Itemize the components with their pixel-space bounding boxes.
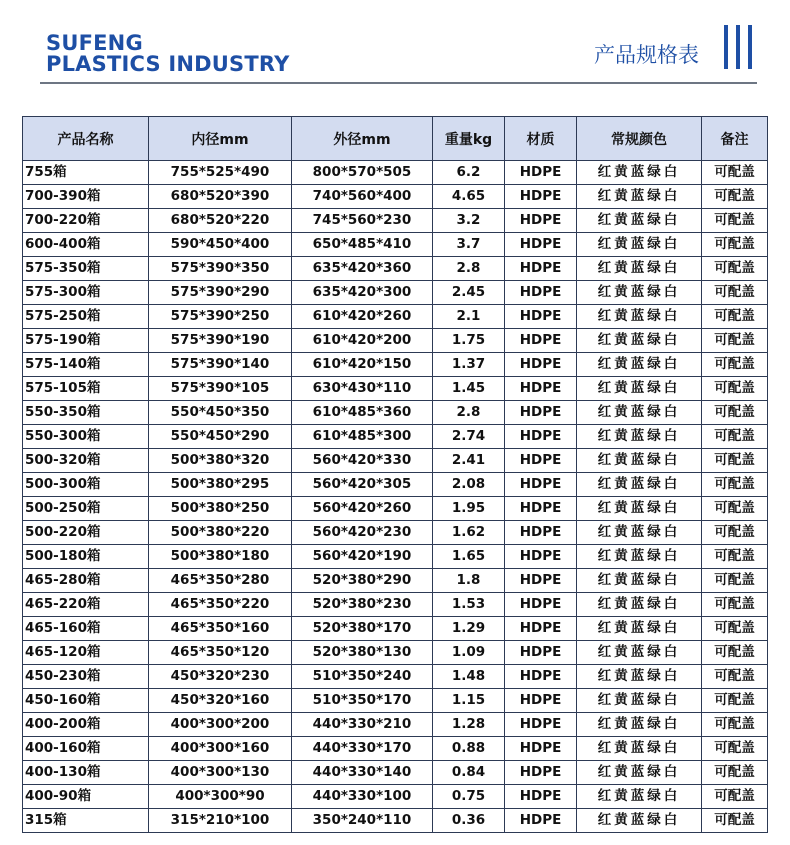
- table-header-row: [23, 117, 768, 161]
- cell-colors: 红黄蓝绿白: [577, 329, 702, 353]
- cell-inner-size: 500*380*295: [149, 473, 292, 497]
- cell-outer-size: 610*420*150: [292, 353, 433, 377]
- cell-material: HDPE: [505, 353, 577, 377]
- cell-inner-size: 400*300*130: [149, 761, 292, 785]
- cell-outer-size: 800*570*505: [292, 161, 433, 185]
- cell-material: HDPE: [505, 425, 577, 449]
- cell-colors: 红黄蓝绿白: [577, 617, 702, 641]
- cell-outer-size: 630*430*110: [292, 377, 433, 401]
- cell-outer-size: 560*420*330: [292, 449, 433, 473]
- cell-outer-size: 520*380*170: [292, 617, 433, 641]
- cell-inner-size: 400*300*160: [149, 737, 292, 761]
- cell-material: HDPE: [505, 665, 577, 689]
- cell-material: HDPE: [505, 281, 577, 305]
- cell-colors: 红黄蓝绿白: [577, 377, 702, 401]
- cell-name: 575-350箱: [23, 257, 149, 281]
- cell-outer-size: 745*560*230: [292, 209, 433, 233]
- cell-outer-size: 440*330*170: [292, 737, 433, 761]
- spec-table: [22, 116, 768, 833]
- cell-outer-size: 520*380*290: [292, 569, 433, 593]
- table-row: [23, 641, 768, 665]
- header-divider: [40, 82, 757, 84]
- cell-colors: 红黄蓝绿白: [577, 353, 702, 377]
- cell-material: HDPE: [505, 737, 577, 761]
- cell-outer-size: 650*485*410: [292, 233, 433, 257]
- cell-material: HDPE: [505, 593, 577, 617]
- cell-inner-size: 680*520*220: [149, 209, 292, 233]
- table-row: [23, 329, 768, 353]
- cell-remark: 可配盖: [702, 809, 768, 833]
- cell-remark: 可配盖: [702, 593, 768, 617]
- cell-material: HDPE: [505, 161, 577, 185]
- cell-outer-size: 510*350*170: [292, 689, 433, 713]
- cell-inner-size: 575*390*250: [149, 305, 292, 329]
- brand-line-2: PLASTICS INDUSTRY: [46, 52, 290, 76]
- cell-colors: 红黄蓝绿白: [577, 449, 702, 473]
- cell-weight: 2.08: [433, 473, 505, 497]
- cell-inner-size: 575*390*140: [149, 353, 292, 377]
- table-row: [23, 185, 768, 209]
- cell-remark: 可配盖: [702, 617, 768, 641]
- table-body: [23, 161, 768, 833]
- cell-weight: 2.45: [433, 281, 505, 305]
- table-row: [23, 209, 768, 233]
- cell-colors: 红黄蓝绿白: [577, 185, 702, 209]
- cell-colors: 红黄蓝绿白: [577, 281, 702, 305]
- cell-colors: 红黄蓝绿白: [577, 569, 702, 593]
- cell-name: 755箱: [23, 161, 149, 185]
- header-weight: 重量kg: [433, 117, 505, 161]
- cell-weight: 0.88: [433, 737, 505, 761]
- cell-material: HDPE: [505, 617, 577, 641]
- cell-material: HDPE: [505, 401, 577, 425]
- cell-outer-size: 610*420*200: [292, 329, 433, 353]
- table-row: [23, 161, 768, 185]
- cell-inner-size: 500*380*220: [149, 521, 292, 545]
- cell-weight: 1.09: [433, 641, 505, 665]
- table-row: [23, 785, 768, 809]
- table-row: [23, 761, 768, 785]
- cell-outer-size: 350*240*110: [292, 809, 433, 833]
- cell-outer-size: 560*420*305: [292, 473, 433, 497]
- cell-weight: 2.8: [433, 401, 505, 425]
- cell-remark: 可配盖: [702, 377, 768, 401]
- cell-colors: 红黄蓝绿白: [577, 809, 702, 833]
- cell-inner-size: 500*380*180: [149, 545, 292, 569]
- cell-outer-size: 510*350*240: [292, 665, 433, 689]
- cell-name: 465-160箱: [23, 617, 149, 641]
- cell-name: 575-105箱: [23, 377, 149, 401]
- table-row: [23, 713, 768, 737]
- cell-material: HDPE: [505, 185, 577, 209]
- table-row: [23, 425, 768, 449]
- cell-remark: 可配盖: [702, 761, 768, 785]
- cell-inner-size: 400*300*90: [149, 785, 292, 809]
- cell-weight: 1.37: [433, 353, 505, 377]
- cell-colors: 红黄蓝绿白: [577, 593, 702, 617]
- cell-weight: 1.45: [433, 377, 505, 401]
- cell-material: HDPE: [505, 257, 577, 281]
- cell-name: 400-90箱: [23, 785, 149, 809]
- table-row: [23, 809, 768, 833]
- cell-material: HDPE: [505, 761, 577, 785]
- cell-colors: 红黄蓝绿白: [577, 689, 702, 713]
- cell-name: 575-250箱: [23, 305, 149, 329]
- cell-colors: 红黄蓝绿白: [577, 233, 702, 257]
- table-row: [23, 617, 768, 641]
- cell-inner-size: 465*350*120: [149, 641, 292, 665]
- table-row: [23, 377, 768, 401]
- table-row: [23, 473, 768, 497]
- cell-name: 400-130箱: [23, 761, 149, 785]
- cell-material: HDPE: [505, 305, 577, 329]
- cell-inner-size: 575*390*290: [149, 281, 292, 305]
- cell-colors: 红黄蓝绿白: [577, 497, 702, 521]
- cell-inner-size: 575*390*350: [149, 257, 292, 281]
- table-row: [23, 689, 768, 713]
- cell-outer-size: 610*485*300: [292, 425, 433, 449]
- cell-remark: 可配盖: [702, 161, 768, 185]
- cell-weight: 1.95: [433, 497, 505, 521]
- cell-remark: 可配盖: [702, 785, 768, 809]
- cell-remark: 可配盖: [702, 353, 768, 377]
- cell-weight: 2.1: [433, 305, 505, 329]
- cell-colors: 红黄蓝绿白: [577, 425, 702, 449]
- cell-colors: 红黄蓝绿白: [577, 401, 702, 425]
- cell-name: 575-140箱: [23, 353, 149, 377]
- cell-remark: 可配盖: [702, 521, 768, 545]
- cell-inner-size: 680*520*390: [149, 185, 292, 209]
- cell-remark: 可配盖: [702, 257, 768, 281]
- cell-outer-size: 635*420*360: [292, 257, 433, 281]
- header-name: 产品名称: [23, 117, 149, 161]
- table-row: [23, 257, 768, 281]
- cell-weight: 1.65: [433, 545, 505, 569]
- cell-material: HDPE: [505, 329, 577, 353]
- cell-name: 700-220箱: [23, 209, 149, 233]
- cell-remark: 可配盖: [702, 233, 768, 257]
- cell-material: HDPE: [505, 473, 577, 497]
- cell-remark: 可配盖: [702, 209, 768, 233]
- cell-weight: 1.62: [433, 521, 505, 545]
- cell-colors: 红黄蓝绿白: [577, 761, 702, 785]
- cell-outer-size: 560*420*230: [292, 521, 433, 545]
- cell-name: 450-160箱: [23, 689, 149, 713]
- cell-outer-size: 440*330*140: [292, 761, 433, 785]
- table-row: [23, 569, 768, 593]
- cell-weight: 4.65: [433, 185, 505, 209]
- cell-weight: 1.75: [433, 329, 505, 353]
- cell-inner-size: 550*450*350: [149, 401, 292, 425]
- cell-inner-size: 755*525*490: [149, 161, 292, 185]
- cell-outer-size: 560*420*260: [292, 497, 433, 521]
- table-row: [23, 305, 768, 329]
- cell-colors: 红黄蓝绿白: [577, 305, 702, 329]
- brand-line-1: SUFENG: [46, 31, 143, 55]
- cell-weight: 0.84: [433, 761, 505, 785]
- cell-weight: 2.8: [433, 257, 505, 281]
- cell-outer-size: 610*485*360: [292, 401, 433, 425]
- cell-material: HDPE: [505, 785, 577, 809]
- cell-outer-size: 440*330*100: [292, 785, 433, 809]
- cell-colors: 红黄蓝绿白: [577, 257, 702, 281]
- cell-name: 500-300箱: [23, 473, 149, 497]
- cell-remark: 可配盖: [702, 737, 768, 761]
- table-row: [23, 449, 768, 473]
- cell-outer-size: 520*380*230: [292, 593, 433, 617]
- cell-name: 400-160箱: [23, 737, 149, 761]
- cell-remark: 可配盖: [702, 689, 768, 713]
- cell-weight: 2.41: [433, 449, 505, 473]
- cell-name: 400-200箱: [23, 713, 149, 737]
- cell-inner-size: 465*350*220: [149, 593, 292, 617]
- cell-outer-size: 440*330*210: [292, 713, 433, 737]
- cell-remark: 可配盖: [702, 281, 768, 305]
- cell-inner-size: 400*300*200: [149, 713, 292, 737]
- cell-remark: 可配盖: [702, 425, 768, 449]
- cell-colors: 红黄蓝绿白: [577, 473, 702, 497]
- cell-remark: 可配盖: [702, 305, 768, 329]
- cell-colors: 红黄蓝绿白: [577, 665, 702, 689]
- cell-name: 500-220箱: [23, 521, 149, 545]
- cell-weight: 6.2: [433, 161, 505, 185]
- cell-weight: 1.28: [433, 713, 505, 737]
- cell-colors: 红黄蓝绿白: [577, 713, 702, 737]
- cell-material: HDPE: [505, 545, 577, 569]
- header-inner-size: 内径mm: [149, 117, 292, 161]
- cell-name: 465-220箱: [23, 593, 149, 617]
- cell-colors: 红黄蓝绿白: [577, 785, 702, 809]
- cell-material: HDPE: [505, 449, 577, 473]
- cell-name: 500-180箱: [23, 545, 149, 569]
- cell-name: 500-320箱: [23, 449, 149, 473]
- cell-name: 450-230箱: [23, 665, 149, 689]
- cell-weight: 1.53: [433, 593, 505, 617]
- table-row: [23, 737, 768, 761]
- cell-outer-size: 520*380*130: [292, 641, 433, 665]
- table-row: [23, 521, 768, 545]
- cell-inner-size: 500*380*320: [149, 449, 292, 473]
- cell-name: 550-300箱: [23, 425, 149, 449]
- cell-material: HDPE: [505, 641, 577, 665]
- cell-name: 465-280箱: [23, 569, 149, 593]
- cell-remark: 可配盖: [702, 401, 768, 425]
- cell-remark: 可配盖: [702, 665, 768, 689]
- cell-inner-size: 315*210*100: [149, 809, 292, 833]
- cell-inner-size: 450*320*230: [149, 665, 292, 689]
- cell-material: HDPE: [505, 569, 577, 593]
- cell-colors: 红黄蓝绿白: [577, 545, 702, 569]
- table-row: [23, 545, 768, 569]
- cell-name: 700-390箱: [23, 185, 149, 209]
- cell-remark: 可配盖: [702, 497, 768, 521]
- cell-weight: 1.29: [433, 617, 505, 641]
- header-material: 材质: [505, 117, 577, 161]
- cell-outer-size: 740*560*400: [292, 185, 433, 209]
- cell-inner-size: 465*350*280: [149, 569, 292, 593]
- brand-logo: [46, 33, 289, 75]
- cell-remark: 可配盖: [702, 449, 768, 473]
- cell-weight: 1.48: [433, 665, 505, 689]
- cell-remark: 可配盖: [702, 569, 768, 593]
- cell-material: HDPE: [505, 377, 577, 401]
- table-row: [23, 593, 768, 617]
- table-row: [23, 353, 768, 377]
- cell-colors: 红黄蓝绿白: [577, 209, 702, 233]
- cell-weight: 2.74: [433, 425, 505, 449]
- cell-inner-size: 550*450*290: [149, 425, 292, 449]
- header-remark: 备注: [702, 117, 768, 161]
- cell-colors: 红黄蓝绿白: [577, 641, 702, 665]
- cell-outer-size: 610*420*260: [292, 305, 433, 329]
- cell-weight: 0.75: [433, 785, 505, 809]
- cell-inner-size: 575*390*105: [149, 377, 292, 401]
- cell-weight: 1.15: [433, 689, 505, 713]
- cell-weight: 1.8: [433, 569, 505, 593]
- cell-name: 575-300箱: [23, 281, 149, 305]
- cell-remark: 可配盖: [702, 473, 768, 497]
- cell-weight: 3.7: [433, 233, 505, 257]
- cell-name: 465-120箱: [23, 641, 149, 665]
- cell-material: HDPE: [505, 713, 577, 737]
- table-row: [23, 497, 768, 521]
- cell-name: 315箱: [23, 809, 149, 833]
- cell-name: 500-250箱: [23, 497, 149, 521]
- cell-remark: 可配盖: [702, 545, 768, 569]
- cell-weight: 3.2: [433, 209, 505, 233]
- table-row: [23, 281, 768, 305]
- cell-remark: 可配盖: [702, 329, 768, 353]
- cell-name: 600-400箱: [23, 233, 149, 257]
- cell-colors: 红黄蓝绿白: [577, 737, 702, 761]
- cell-weight: 0.36: [433, 809, 505, 833]
- cell-outer-size: 635*420*300: [292, 281, 433, 305]
- cell-material: HDPE: [505, 689, 577, 713]
- cell-name: 550-350箱: [23, 401, 149, 425]
- page-title: 产品规格表: [594, 43, 699, 67]
- cell-material: HDPE: [505, 209, 577, 233]
- cell-inner-size: 450*320*160: [149, 689, 292, 713]
- table-row: [23, 665, 768, 689]
- table-row: [23, 233, 768, 257]
- cell-material: HDPE: [505, 809, 577, 833]
- cell-inner-size: 590*450*400: [149, 233, 292, 257]
- cell-material: HDPE: [505, 233, 577, 257]
- cell-remark: 可配盖: [702, 713, 768, 737]
- cell-remark: 可配盖: [702, 641, 768, 665]
- cell-inner-size: 465*350*160: [149, 617, 292, 641]
- cell-inner-size: 500*380*250: [149, 497, 292, 521]
- cell-material: HDPE: [505, 521, 577, 545]
- table-row: [23, 401, 768, 425]
- cell-material: HDPE: [505, 497, 577, 521]
- header-outer-size: 外径mm: [292, 117, 433, 161]
- cell-colors: 红黄蓝绿白: [577, 521, 702, 545]
- cell-remark: 可配盖: [702, 185, 768, 209]
- cell-outer-size: 560*420*190: [292, 545, 433, 569]
- header-colors: 常规颜色: [577, 117, 702, 161]
- cell-colors: 红黄蓝绿白: [577, 161, 702, 185]
- cell-inner-size: 575*390*190: [149, 329, 292, 353]
- cell-name: 575-190箱: [23, 329, 149, 353]
